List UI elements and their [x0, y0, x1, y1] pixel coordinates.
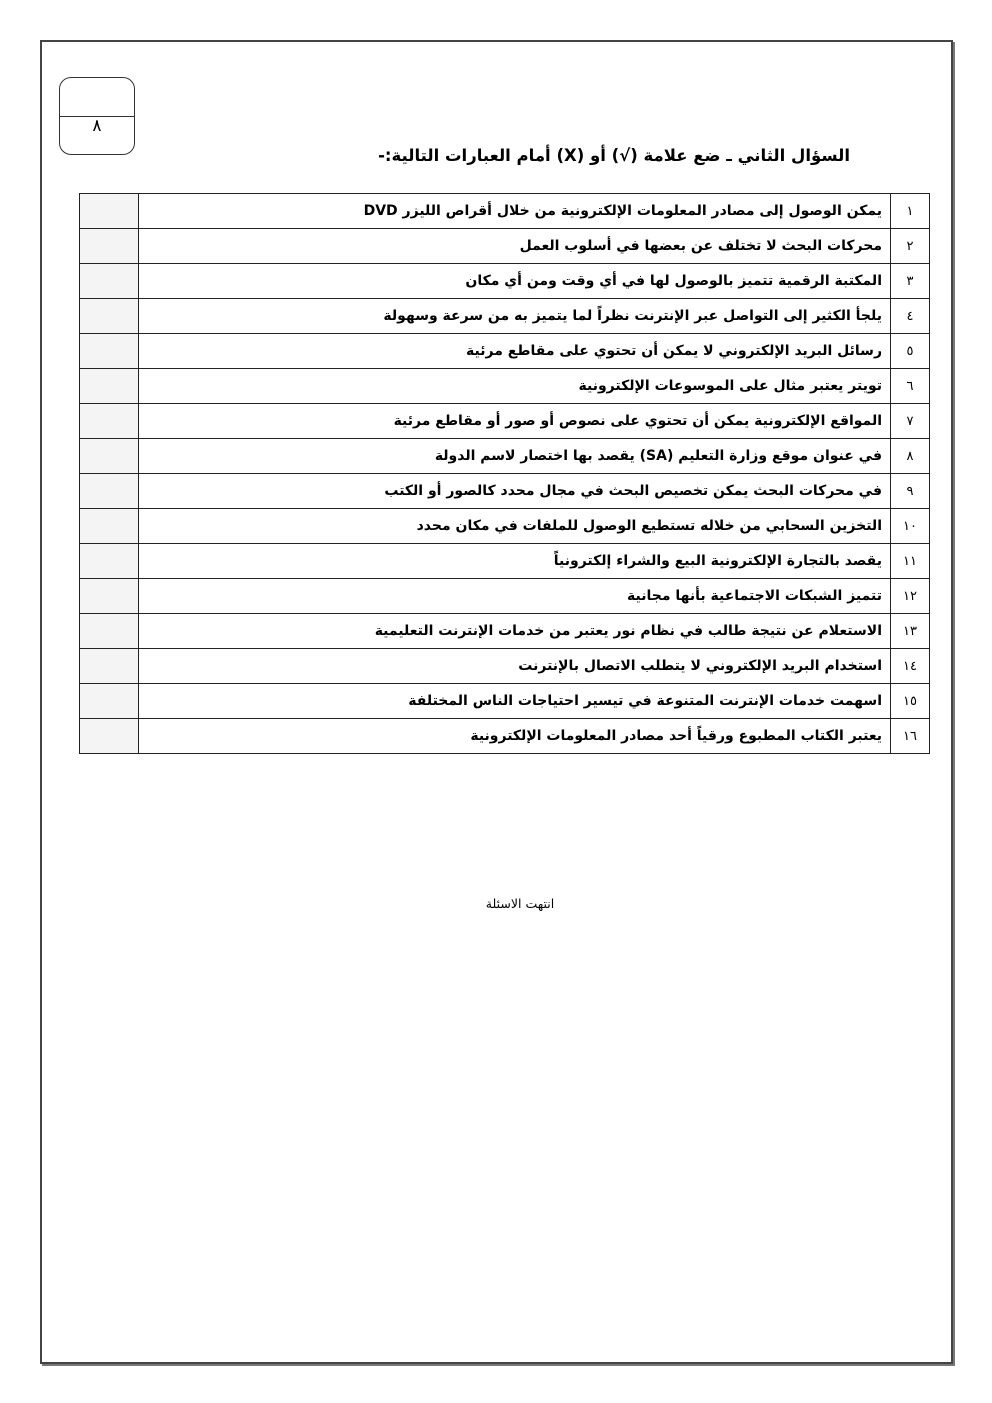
item-number: ٧ [891, 404, 930, 439]
answer-cell[interactable] [80, 544, 139, 579]
item-number: ٢ [891, 229, 930, 264]
end-of-questions: انتهت الاسئلة [485, 896, 555, 911]
answer-cell[interactable] [80, 649, 139, 684]
item-number: ٣ [891, 264, 930, 299]
item-statement: استخدام البريد الإلكتروني لا يتطلب الاتصال بالإنترنت [139, 649, 891, 684]
answer-cell[interactable] [80, 194, 139, 229]
score-box [59, 77, 135, 155]
answer-cell[interactable] [80, 439, 139, 474]
answer-cell[interactable] [80, 579, 139, 614]
item-number: ٤ [891, 299, 930, 334]
table-row [80, 299, 930, 334]
table-row [80, 194, 930, 229]
item-number: ١١ [891, 544, 930, 579]
item-statement: يمكن الوصول إلى مصادر المعلومات الإلكترونية من خلال أقراص الليزر DVD [139, 194, 891, 229]
item-statement: في محركات البحث يمكن تخصيص البحث في مجال محدد كالصور أو الكتب [139, 474, 891, 509]
item-statement: محركات البحث لا تختلف عن بعضها في أسلوب العمل [139, 229, 891, 264]
item-number: ١٢ [891, 579, 930, 614]
item-statement: رسائل البريد الإلكتروني لا يمكن أن تحتوي على مقاطع مرئية [139, 334, 891, 369]
item-statement: الاستعلام عن نتيجة طالب في نظام نور يعتبر من خدمات الإنترنت التعليمية [139, 614, 891, 649]
answer-cell[interactable] [80, 719, 139, 754]
statements-table [79, 193, 930, 754]
item-number: ١٦ [891, 719, 930, 754]
table-row [80, 229, 930, 264]
item-number: ١٥ [891, 684, 930, 719]
item-statement: اسهمت خدمات الإنترنت المتنوعة في تيسير احتياجات الناس المختلفة [139, 684, 891, 719]
table-row [80, 509, 930, 544]
table-row [80, 579, 930, 614]
table-row [80, 684, 930, 719]
answer-cell[interactable] [80, 474, 139, 509]
table-row [80, 719, 930, 754]
table-row [80, 404, 930, 439]
item-number: ١ [891, 194, 930, 229]
item-number: ٥ [891, 334, 930, 369]
item-number: ٨ [891, 439, 930, 474]
item-number: ٦ [891, 369, 930, 404]
table-row [80, 649, 930, 684]
item-statement: يلجأ الكثير إلى التواصل عبر الإنترنت نظراً لما يتميز به من سرعة وسهولة [139, 299, 891, 334]
table-row [80, 439, 930, 474]
table-row [80, 334, 930, 369]
table-row [80, 614, 930, 649]
table-row [80, 544, 930, 579]
answer-cell[interactable] [80, 614, 139, 649]
table-row [80, 264, 930, 299]
item-statement: يعتبر الكتاب المطبوع ورقياً أحد مصادر المعلومات الإلكترونية [139, 719, 891, 754]
answer-cell[interactable] [80, 229, 139, 264]
item-statement: المكتبة الرقمية تتميز بالوصول لها في أي وقت ومن أي مكان [139, 264, 891, 299]
answer-cell[interactable] [80, 264, 139, 299]
question-title: السؤال الثاني ـ ضع علامة (√) أو (X) أمام العبارات التالية:- [378, 146, 850, 165]
answer-cell[interactable] [80, 299, 139, 334]
item-statement: تويتر يعتبر مثال على الموسوعات الإلكترونية [139, 369, 891, 404]
answer-cell[interactable] [80, 404, 139, 439]
page-number: ٨ [92, 116, 102, 136]
item-number: ١٠ [891, 509, 930, 544]
table-row [80, 474, 930, 509]
answer-cell[interactable] [80, 369, 139, 404]
item-statement: يقصد بالتجارة الإلكترونية البيع والشراء إلكترونياً [139, 544, 891, 579]
item-statement: في عنوان موقع وزارة التعليم (SA) يقصد بها اختصار لاسم الدولة [139, 439, 891, 474]
answer-cell[interactable] [80, 509, 139, 544]
table-row [80, 369, 930, 404]
item-number: ١٤ [891, 649, 930, 684]
item-number: ٩ [891, 474, 930, 509]
item-statement: المواقع الإلكترونية يمكن أن تحتوي على نصوص أو صور أو مقاطع مرئية [139, 404, 891, 439]
answer-cell[interactable] [80, 684, 139, 719]
item-number: ١٣ [891, 614, 930, 649]
item-statement: تتميز الشبكات الاجتماعية بأنها مجانية [139, 579, 891, 614]
answer-cell[interactable] [80, 334, 139, 369]
item-statement: التخزين السحابي من خلاله تستطيع الوصول للملفات في مكان محدد [139, 509, 891, 544]
